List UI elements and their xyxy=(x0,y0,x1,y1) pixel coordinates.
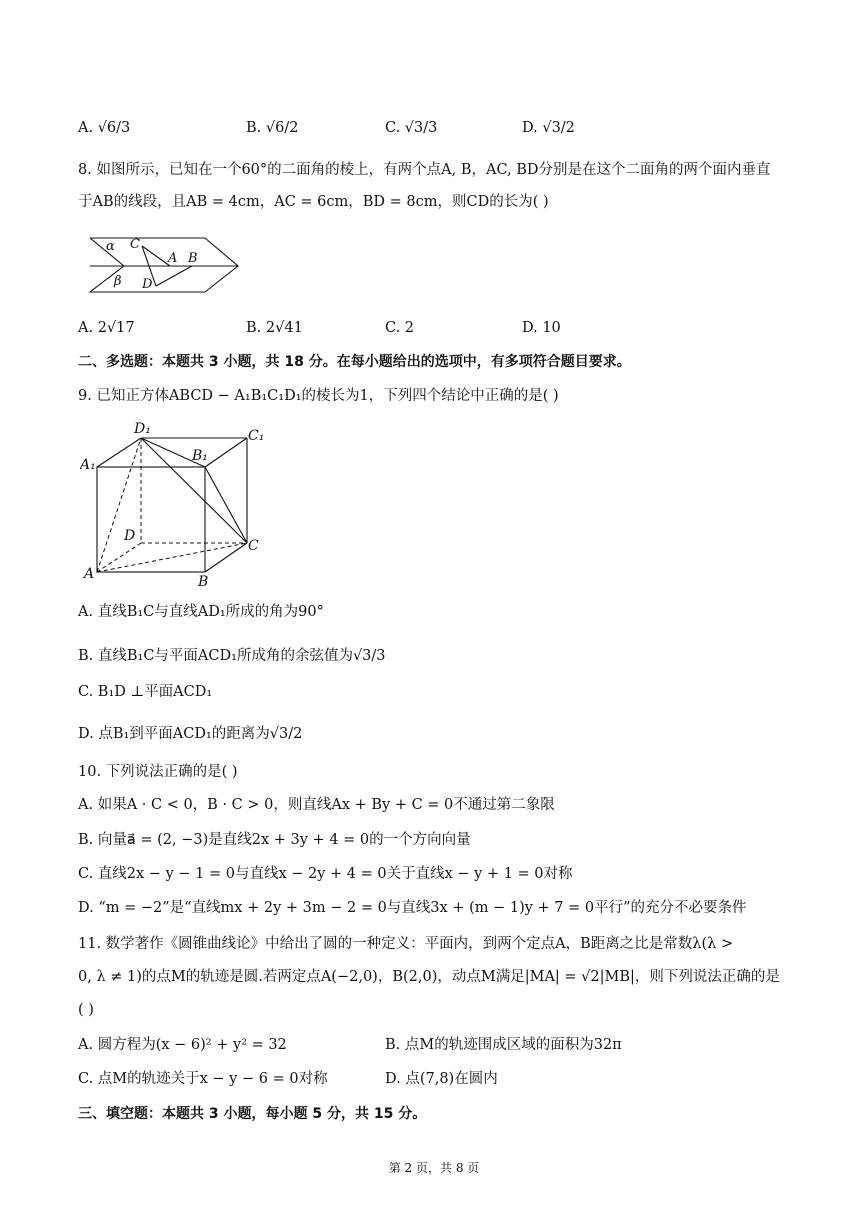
q10-option-a: A. 如果A · C < 0，B · C > 0，则直线Ax + By + C = 0不通过第二象限 xyxy=(78,797,555,813)
q9-option-b: B. 直线B₁C与平面ACD₁所成角的余弦值为√3/3 xyxy=(78,648,386,664)
q7-option-a: A. √6/3 xyxy=(78,120,131,136)
q8-label-c: C xyxy=(130,237,140,252)
q11-option-a: A. 圆方程为(x − 6)² + y² = 32 xyxy=(78,1037,287,1053)
q9-label-c: C xyxy=(248,538,259,554)
q9-label-b: B xyxy=(198,574,209,590)
q9-label-d: D xyxy=(124,528,136,544)
section-2-heading: 二、多选题：本题共 3 小题，共 18 分。在每小题给出的选项中，有多项符合题目要求。 xyxy=(78,354,631,370)
q8-label-alpha: α xyxy=(106,239,115,254)
q8-label-d: D xyxy=(142,277,153,292)
q8-stem-line1: 8. 如图所示，已知在一个60°的二面角的棱上，有两个点A, B，AC, BD分别是在这个二面角的两个面内垂直 xyxy=(78,162,771,178)
page-footer: 第 2 页，共 8 页 xyxy=(388,1161,480,1175)
q8-dihedral-figure xyxy=(80,230,250,298)
q11-option-b: B. 点M的轨迹围成区域的面积为32π xyxy=(385,1037,622,1053)
q9-label-b1: B₁ xyxy=(192,448,208,464)
q9-stem: 9. 已知正方体ABCD − A₁B₁C₁D₁的棱长为1，下列四个结论中正确的是( ) xyxy=(78,388,559,404)
section-3-heading: 三、填空题：本题共 3 小题，每小题 5 分，共 15 分。 xyxy=(78,1106,427,1122)
q9-option-c: C. B₁D ⊥平面ACD₁ xyxy=(78,684,213,700)
q8-label-beta: β xyxy=(114,274,122,289)
q8-option-b: B. 2√41 xyxy=(246,320,303,336)
q9-label-a: A xyxy=(84,566,95,582)
q11-option-c: C. 点M的轨迹关于x − y − 6 = 0对称 xyxy=(78,1071,328,1087)
q11-option-d: D. 点(7,8)在圆内 xyxy=(385,1071,498,1087)
q8-option-a: A. 2√17 xyxy=(78,320,135,336)
q11-stem-line1: 11. 数学著作《圆锥曲线论》中给出了圆的一种定义：平面内，到两个定点A，B距离之比是常数λ(λ > xyxy=(78,936,734,952)
q7-option-d: D. √3/2 xyxy=(522,120,575,136)
q10-option-b: B. 向量a⃗ = (2, −3)是直线2x + 3y + 4 = 0的一个方向向量 xyxy=(78,832,471,848)
q7-option-c: C. √3/3 xyxy=(385,120,438,136)
q8-option-c: C. 2 xyxy=(385,320,415,336)
q11-stem-line2: 0, λ ≠ 1)的点M的轨迹是圆.若两定点A(−2,0)，B(2,0)，动点M满足|MA| = √2|MB|，则下列说法正确的是 xyxy=(78,969,780,985)
q9-label-a1: A₁ xyxy=(80,457,96,473)
q9-cube-figure xyxy=(80,418,270,590)
q8-label-b: B xyxy=(188,251,198,266)
q8-option-d: D. 10 xyxy=(522,320,561,336)
q9-label-c1: C₁ xyxy=(248,428,265,444)
q10-stem: 10. 下列说法正确的是( ) xyxy=(78,764,238,780)
q10-option-d: D. “m = −2”是“直线mx + 2y + 3m − 2 = 0与直线3x + (m − 1)y + 7 = 0平行”的充分不必要条件 xyxy=(78,900,747,916)
q9-option-d: D. 点B₁到平面ACD₁的距离为√3/2 xyxy=(78,726,303,742)
q8-stem-line2: 于AB的线段，且AB = 4cm，AC = 6cm，BD = 8cm，则CD的长为( ) xyxy=(78,194,549,210)
q9-option-a: A. 直线B₁C与直线AD₁所成的角为90° xyxy=(78,604,324,620)
q11-stem-line3: ( ) xyxy=(78,1002,94,1018)
q10-option-c: C. 直线2x − y − 1 = 0与直线x − 2y + 4 = 0关于直线x − y + 1 = 0对称 xyxy=(78,866,573,882)
q7-option-b: B. √6/2 xyxy=(246,120,299,136)
q8-label-a: A xyxy=(168,251,178,266)
q9-label-d1: D₁ xyxy=(134,421,151,437)
